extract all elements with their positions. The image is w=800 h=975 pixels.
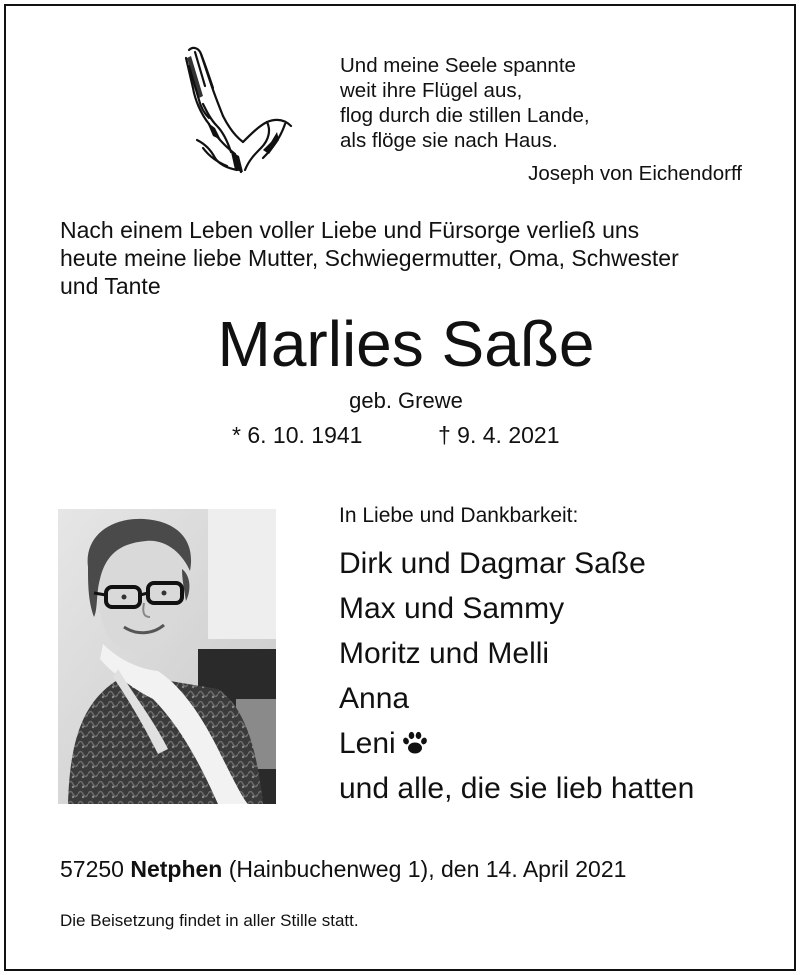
survivor-name: Leni xyxy=(339,727,396,760)
poem-author: Joseph von Eichendorff xyxy=(528,162,742,185)
obituary-frame xyxy=(4,4,796,971)
survivors-list xyxy=(339,541,694,811)
intro-text xyxy=(60,216,760,300)
intro-line: Nach einem Leben voller Liebe und Fürsorge verließ uns xyxy=(60,217,640,243)
town: Netphen xyxy=(130,856,223,882)
survivor-name: und alle, die sie lieb hatten xyxy=(339,772,695,805)
address-line xyxy=(60,856,626,883)
poem-line: flog durch die stillen Lande, xyxy=(340,104,590,127)
address-date: (Hainbuchenweg 1), den 14. April 2021 xyxy=(228,856,627,882)
poem-line: weit ihre Flügel aus, xyxy=(340,79,523,102)
survivor-name: Moritz und Melli xyxy=(339,637,550,670)
poem-line: als flöge sie nach Haus. xyxy=(340,129,558,152)
death-date: † 9. 4. 2021 xyxy=(438,422,560,448)
intro-line: und Tante xyxy=(60,273,161,299)
portrait-photo xyxy=(58,509,276,804)
survivor-name-with-icon xyxy=(339,721,694,766)
survivor-name: Anna xyxy=(339,682,410,715)
poem xyxy=(340,53,590,153)
birth-name: geb. Grewe xyxy=(349,388,463,413)
intro-line: heute meine liebe Mutter, Schwiegermutter, Oma, Schwester xyxy=(60,245,679,271)
poem-line: Und meine Seele spannte xyxy=(340,54,576,77)
postcode: 57250 xyxy=(60,856,124,882)
praying-hands-icon xyxy=(181,44,296,176)
burial-note: Die Beisetzung findet in aller Stille statt. xyxy=(60,911,359,930)
survivor-name: Dirk und Dagmar Saße xyxy=(339,547,646,580)
birth-date: * 6. 10. 1941 xyxy=(232,422,363,448)
paw-print-icon xyxy=(402,731,428,755)
deceased-name: Marlies Saße xyxy=(217,308,595,380)
survivor-name: Max und Sammy xyxy=(339,592,565,625)
survivors-intro: In Liebe und Dankbarkeit: xyxy=(339,504,579,527)
